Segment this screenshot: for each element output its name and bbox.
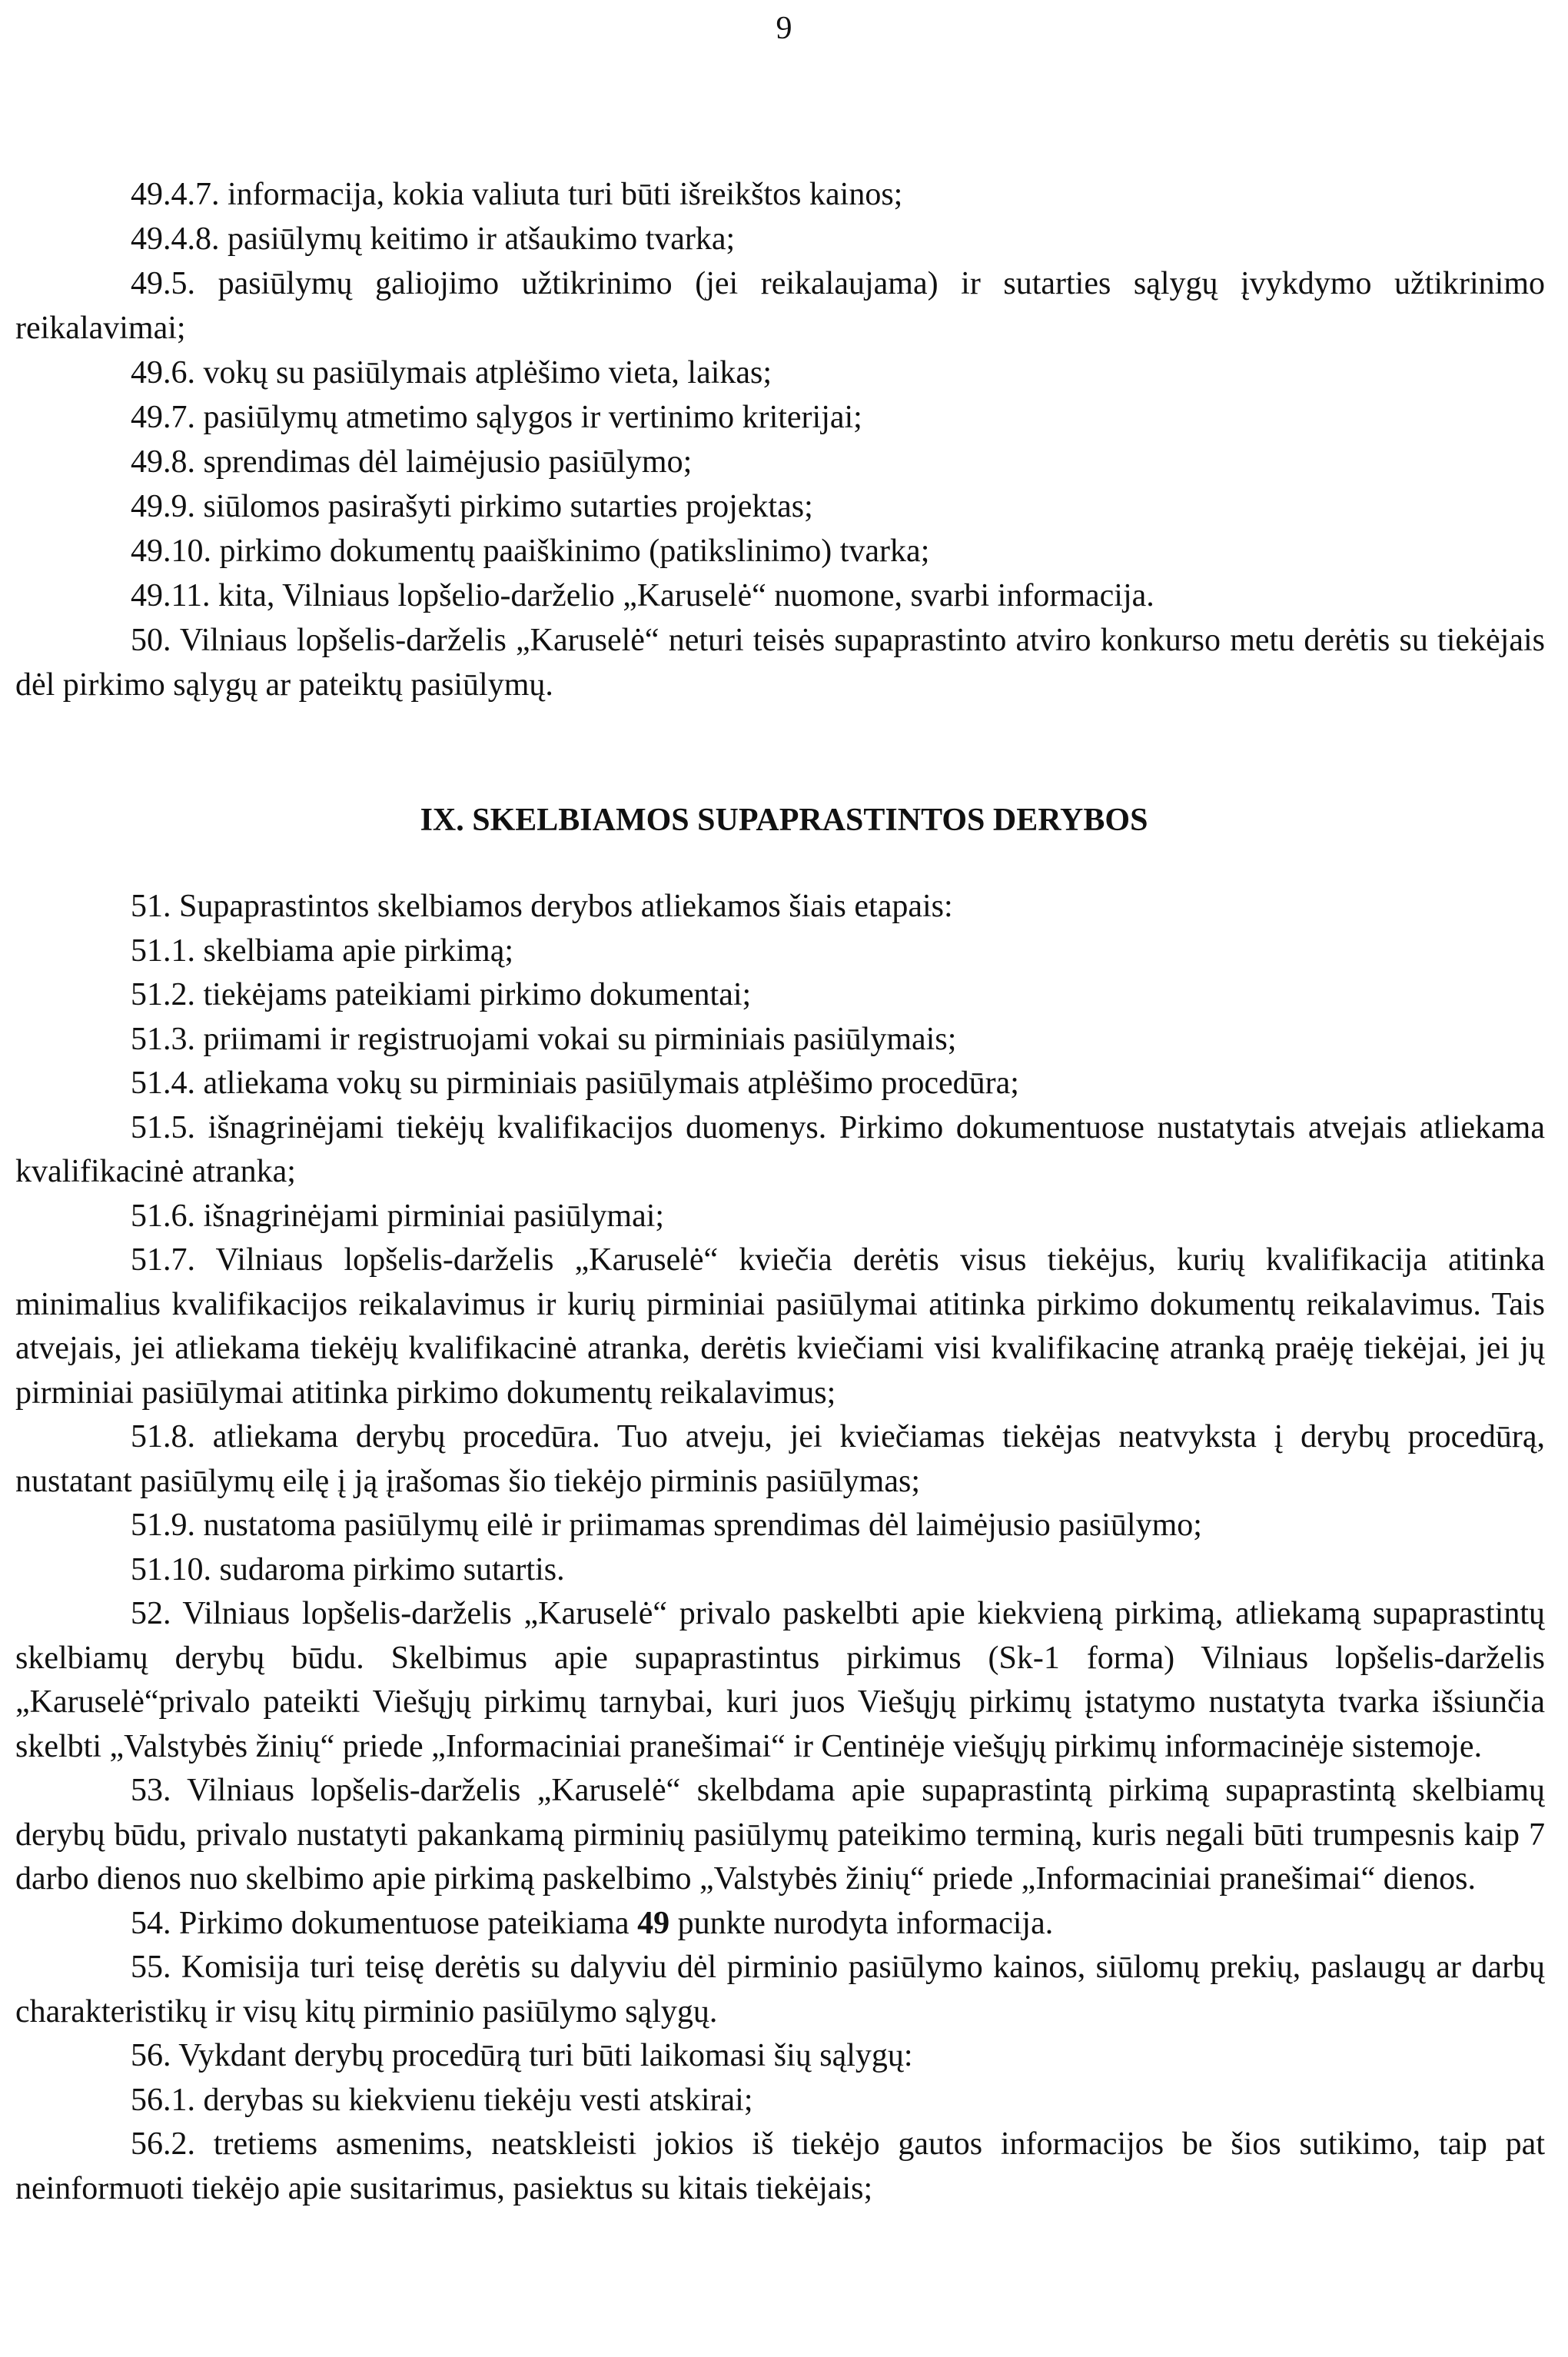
bold-reference: 49: [637, 1905, 670, 1941]
section-heading: IX. SKELBIAMOS SUPAPRASTINTOS DERYBOS: [420, 803, 1148, 838]
paragraph: 51.1. skelbiama apie pirkimą;: [131, 932, 514, 969]
text: 54. Pirkimo dokumentuose pateikiama: [131, 1905, 638, 1941]
paragraph: 56.1. derybas su kiekvienu tiekėju vesti atskirai;: [131, 2082, 753, 2118]
paragraph: 49.4.7. informacija, kokia valiuta turi būti išreikštos kainos;: [131, 177, 903, 212]
paragraph: 51.8. atliekama derybų procedūra. Tuo atveju, jei kviečiamas tiekėjas neatvyksta į derybų procedūrą, nustatant pasiūlymų eilę į ją įrašomas šio tiekėjo pirminis pasiūlymas;: [15, 1419, 1545, 1499]
text: punkte nurodyta informacija.: [669, 1905, 1054, 1941]
paragraph: 49.5. pasiūlymų galiojimo užtikrinimo (jei reikalaujama) ir sutarties sąlygų įvykdymo užtikrinimo reikalavimai;: [15, 266, 1545, 346]
paragraph: 51.3. priimami ir registruojami vokai su pirminiais pasiūlymais;: [131, 1021, 957, 1057]
paragraph: [15, 1902, 1545, 1946]
paragraph: 51.9. nustatoma pasiūlymų eilė ir priimamas sprendimas dėl laimėjusio pasiūlymo;: [131, 1508, 1202, 1543]
section-49-50: [15, 172, 1545, 707]
paragraph: 49.4.8. pasiūlymų keitimo ir atšaukimo tvarka;: [131, 221, 736, 257]
paragraph: 51.5. išnagrinėjami tiekėjų kvalifikacijos duomenys. Pirkimo dokumentuose nustatytais atvejais atliekama kvalifikacinė atranka;: [15, 1109, 1545, 1189]
paragraph: 51.7. Vilniaus lopšelis-darželis „Karuselė“ kviečia derėtis visus tiekėjus, kurių kvalifikacija atitinka minimalius kvalifikacijos reikalavimus ir kurių pirminiai pasiūlymai atitinka pirkimo dokumentų reikalavimus. Tais atvejais, jei atliekama tiekėjų kvalifikacinė atranka, derėtis kviečiami visi kvalifikacinę atranką praėję tiekėjai, jei jų pirminiai pasiūlymai atitinka pirkimo dokumentų reikalavimus;: [15, 1242, 1545, 1411]
paragraph: 56. Vykdant derybų procedūrą turi būti laikomasi šių sąlygų:: [131, 2038, 913, 2073]
paragraph: 49.8. sprendimas dėl laimėjusio pasiūlymo;: [131, 444, 693, 480]
paragraph: 51.6. išnagrinėjami pirminiai pasiūlymai;: [131, 1198, 665, 1234]
paragraph: 50. Vilniaus lopšelis-darželis „Karuselė“ neturi teisės supaprastinto atviro konkurso metu derėtis su tiekėjais dėl pirkimo sąlygų ar pateiktų pasiūlymų.: [15, 623, 1545, 703]
paragraph: 49.11. kita, Vilniaus lopšelio-darželio „Karuselė“ nuomone, svarbi informacija.: [131, 578, 1154, 613]
paragraph: 55. Komisija turi teisę derėtis su dalyviu dėl pirminio pasiūlymo kainos, siūlomų prekių, paslaugų ar darbų charakteristikų ir visų kitų pirminio pasiūlymo sąlygų.: [15, 1950, 1545, 2030]
paragraph: 49.6. vokų su pasiūlymais atplėšimo vieta, laikas;: [131, 355, 772, 391]
page-number: 9: [776, 11, 792, 46]
paragraph: 49.9. siūlomos pasirašyti pirkimo sutarties projektas;: [131, 489, 813, 524]
paragraph: 51.4. atliekama vokų su pirminiais pasiūlymais atplėšimo procedūra;: [131, 1065, 1019, 1101]
paragraph: 52. Vilniaus lopšelis-darželis „Karuselė“ privalo paskelbti apie kiekvieną pirkimą, atliekamą supaprastintų skelbiamų derybų būdu. Skelbimus apie supaprastintus pirkimus (Sk-1 forma) Vilniaus lopšelis-darželis „Karuselė“privalo pateikti Viešųjų pirkimų tarnybai, kuri juos Viešųjų pirkimų įstatymo nustatyta tvarka išsiunčia skelbti „Valstybės žinių“ priede „Informaciniai pranešimai“ ir Centinėje viešųjų pirkimų informacinėje sistemoje.: [15, 1596, 1545, 1764]
paragraph: 51.10. sudaroma pirkimo sutartis.: [131, 1551, 565, 1587]
paragraph: 53. Vilniaus lopšelis-darželis „Karuselė“ skelbdama apie supaprastintą pirkimą supaprastintą skelbiamų derybų būdu, privalo nustatyti pakankamą pirminių pasiūlymų pateikimo terminą, kuris negali būti trumpesnis kaip 7 darbo dienos nuo skelbimo apie pirkimą paskelbimo „Valstybės žinių“ priede „Informaciniai pranešimai“ dienos.: [15, 1773, 1545, 1897]
paragraph: 56.2. tretiems asmenims, neatskleisti jokios iš tiekėjo gautos informacijos be šios sutikimo, taip pat neinformuoti tiekėjo apie susitarimus, pasiektus su kitais tiekėjais;: [15, 2126, 1545, 2206]
paragraph: 49.10. pirkimo dokumentų paaiškinimo (patikslinimo) tvarka;: [131, 534, 930, 569]
section-51-56: [15, 885, 1545, 2211]
paragraph: 51.2. tiekėjams pateikiami pirkimo dokumentai;: [131, 977, 752, 1012]
paragraph: 49.7. pasiūlymų atmetimo sąlygos ir vertinimo kriterijai;: [131, 400, 862, 435]
paragraph: 51. Supaprastintos skelbiamos derybos atliekamos šiais etapais:: [131, 889, 953, 924]
